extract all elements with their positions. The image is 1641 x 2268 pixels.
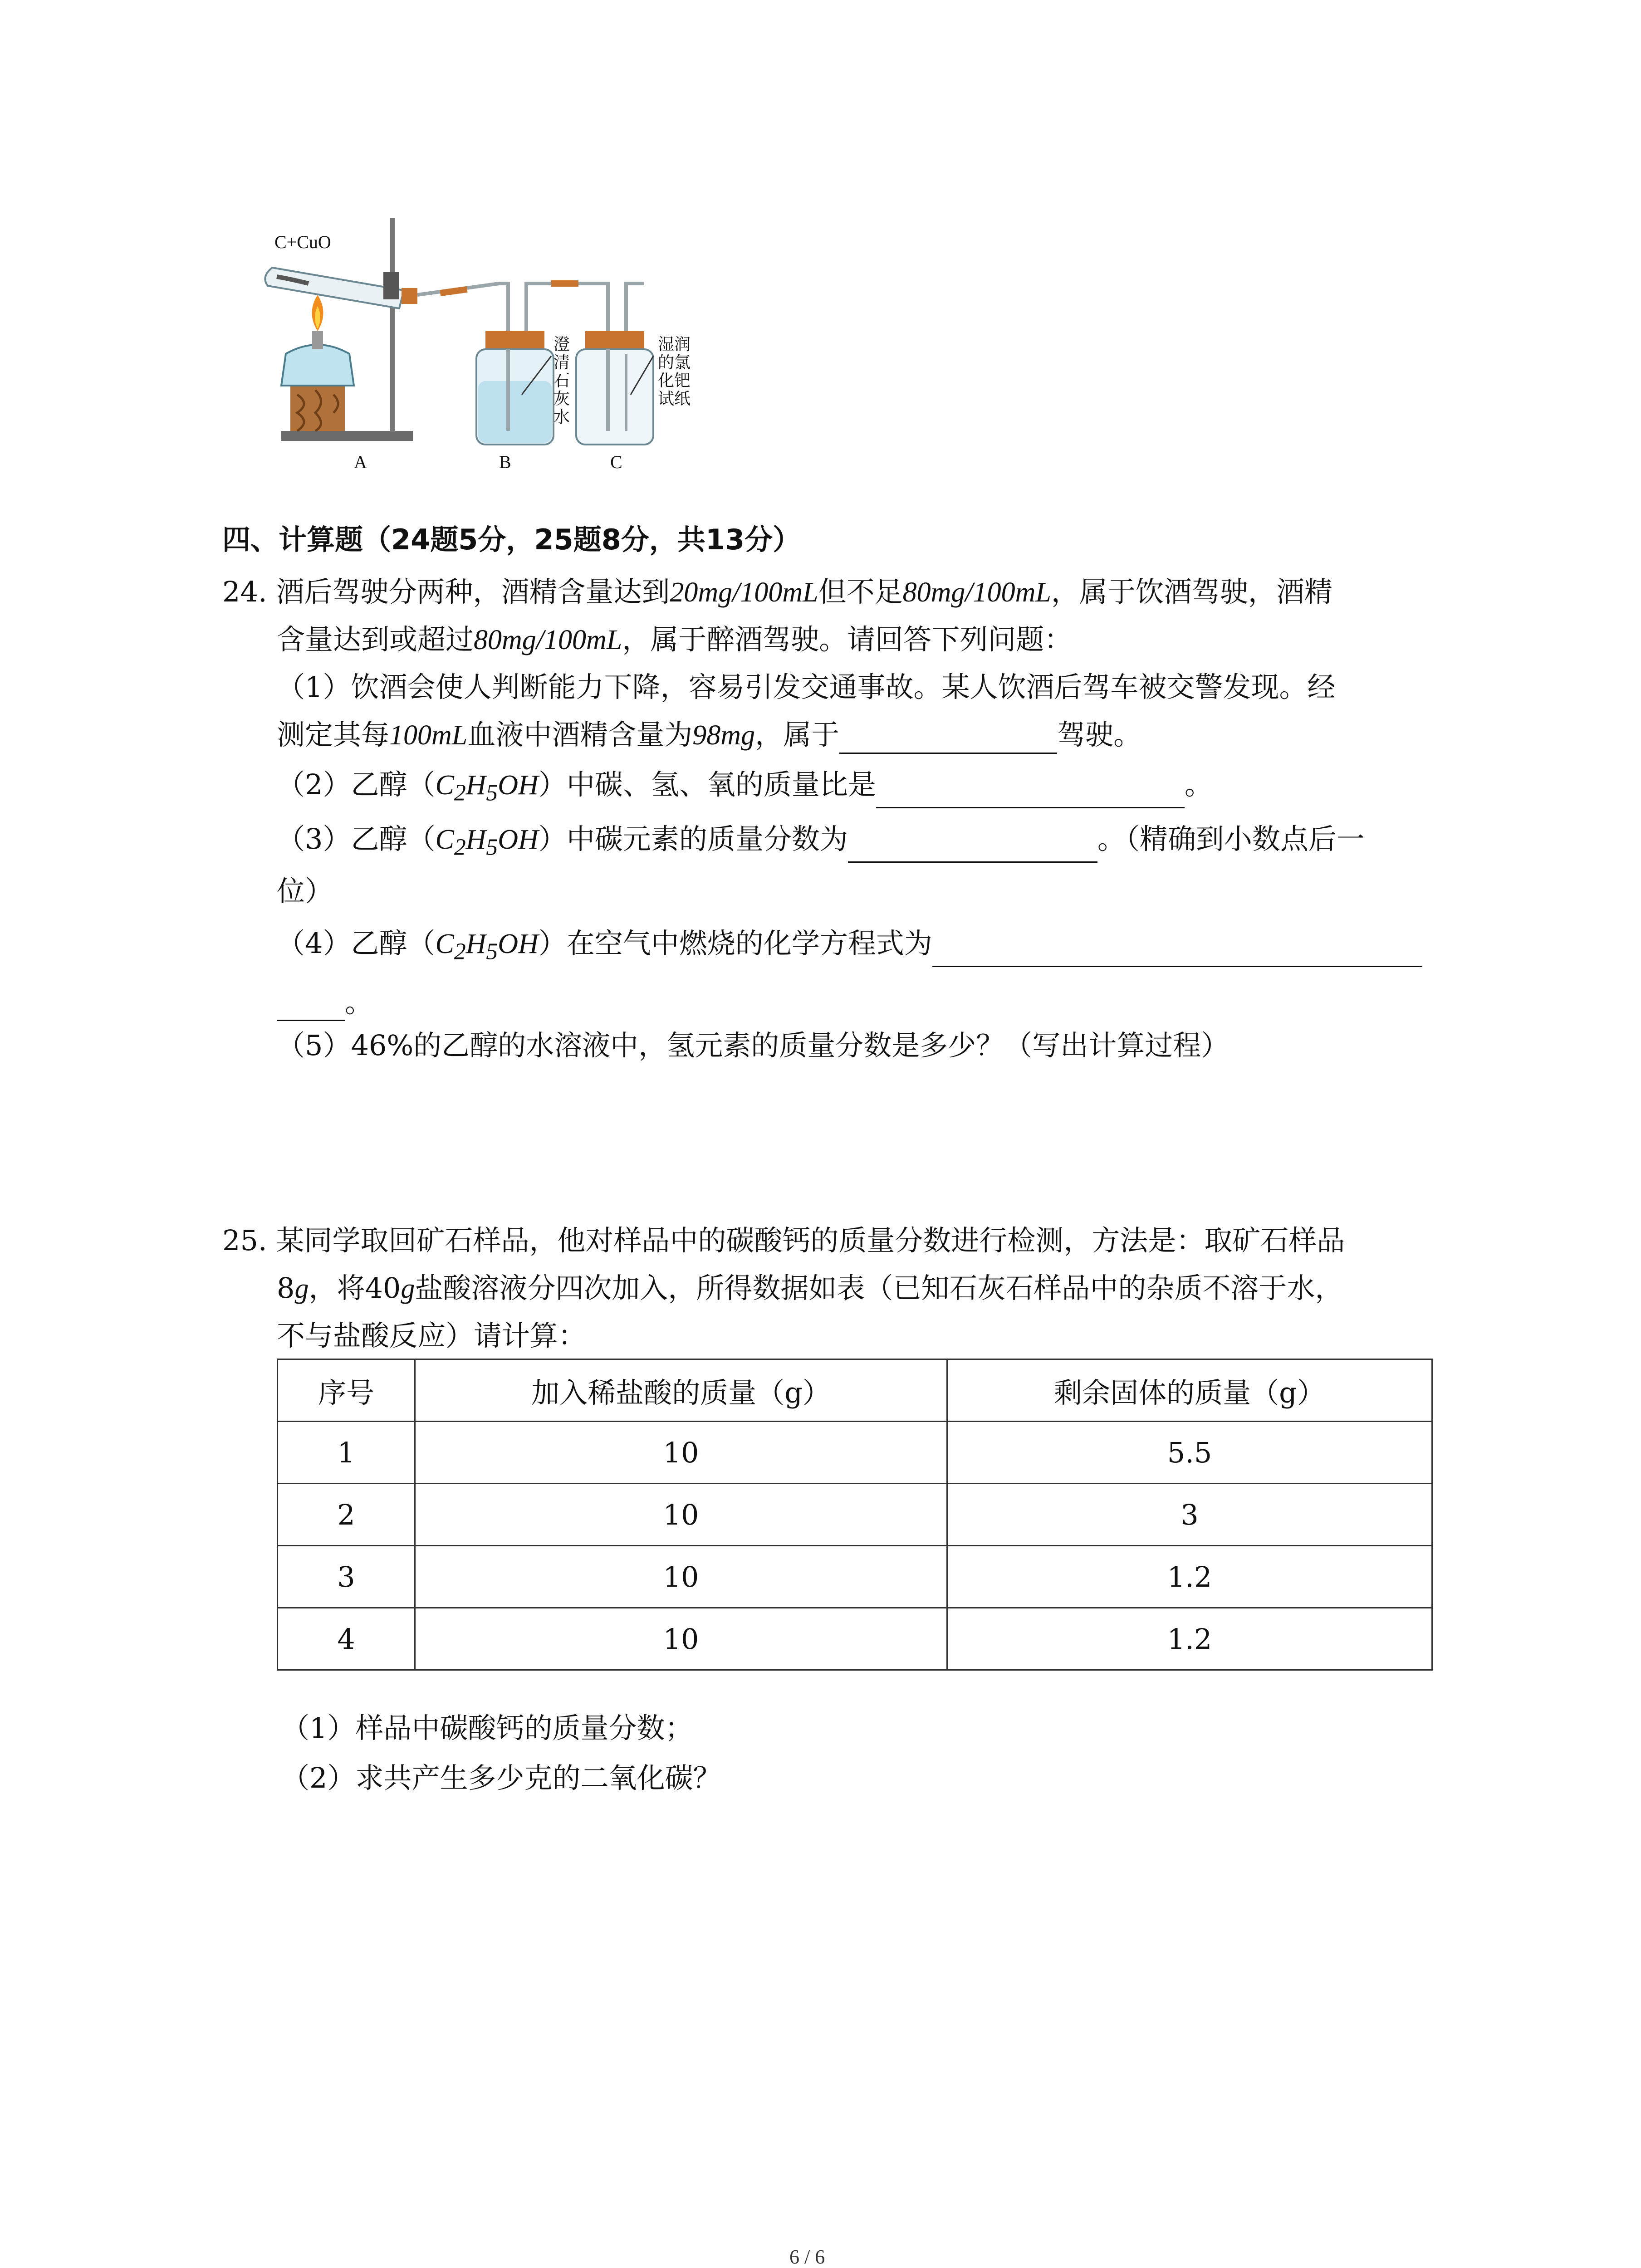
q24-part1-line1: （1）饮酒会使人判断能力下降，容易引发交通事故。某人饮酒后驾车被交警发现。经 [277,670,1336,704]
q25-line2: 8g，将40g盐酸溶液分四次加入，所得数据如表（已知石灰石样品中的杂质不溶于水， [277,1271,1343,1305]
label-c: C [610,452,622,472]
table-row [278,1608,1432,1670]
q24-line1: 24. 酒后驾驶分两种，酒精含量达到20mg/100mL但不足80mg/100mL，属于饮酒驾驶，酒精 [222,575,1332,608]
answer-blank-2[interactable] [876,780,1185,808]
data-table [277,1359,1433,1671]
table-cell: 10 [415,1546,947,1608]
section-title: 四、计算题（24题5分，25题8分，共13分） [222,523,801,556]
answer-blank-3[interactable] [848,834,1097,863]
table-cell: 5.5 [947,1422,1432,1484]
q25-sub2: （2）求共产生多少克的二氧化碳？ [281,1761,721,1794]
bottle-b-label: 澄 清 石 灰 水 [554,335,570,426]
table-row [278,1422,1432,1484]
q25-line3: 不与盐酸反应）请计算： [277,1319,587,1352]
table-header: 加入稀盐酸的质量（g） [415,1359,947,1422]
q24-part4-line2: 。 [277,984,373,1021]
table-cell: 1 [278,1422,415,1484]
table-cell: 10 [415,1608,947,1670]
q24-part5: （5）46%的乙醇的水溶液中，氢元素的质量分数是多少？（写出计算过程） [277,1029,1230,1062]
answer-blank-4[interactable] [932,938,1422,967]
ethanol-formula: $C_2H_5OH$ [435,929,539,965]
table-header: 序号 [278,1359,415,1422]
q24-part1-line2: 测定其每100mL血液中酒精含量为98mg，属于 驾驶。 [277,717,1141,754]
apparatus-figure [254,204,735,476]
q24-part3-line2: 位） [277,875,333,908]
label-b: B [499,452,511,472]
q24-part3: （3）乙醇$(C_2H_5OH)$中碳元素的质量分数为 。（精确到小数点后一 [277,821,1365,863]
table-cell: 3 [278,1546,415,1608]
ethanol-formula: $C_2H_5OH$ [435,770,539,806]
q24-line2: 含量达到或超过80mg/100mL，属于醉酒驾驶。请回答下列问题： [277,623,1073,656]
q24-part2: （2）乙醇$(C_2H_5OH)$中碳、氢、氧的质量比是 。 [277,767,1213,808]
q24-part4: （4）乙醇$(C_2H_5OH)$在空气中燃烧的化学方程式为 [277,925,1422,967]
table-header: 剩余固体的质量（g） [947,1359,1432,1422]
answer-blank-4-cont[interactable] [277,992,345,1021]
ethanol-formula: $C_2H_5OH$ [435,824,539,860]
table-cell: 10 [415,1484,947,1546]
q25-line1: 25. 某同学取回矿石样品，他对样品中的碳酸钙的质量分数进行检测，方法是：取矿石样品 [222,1224,1345,1257]
table-cell: 3 [947,1484,1432,1546]
table-header-row [278,1359,1432,1422]
table-cell: 1.2 [947,1608,1432,1670]
page-number: 6 / 6 [789,2246,825,2268]
bottle-c-label: 湿润 的氯 化钯 试纸 [658,335,691,408]
table-row [278,1546,1432,1608]
answer-blank-1[interactable] [839,725,1057,754]
q25-sub1: （1）样品中碳酸钙的质量分数； [281,1711,693,1745]
q25-number: 25. [222,1224,267,1257]
q24-number: 24. [222,575,267,608]
table-cell: 1.2 [947,1546,1432,1608]
table-cell: 4 [278,1608,415,1670]
table-cell: 10 [415,1422,947,1484]
table-cell: 2 [278,1484,415,1546]
label-a: A [354,452,367,472]
tube-label: C+CuO [274,232,331,252]
table-row [278,1484,1432,1546]
